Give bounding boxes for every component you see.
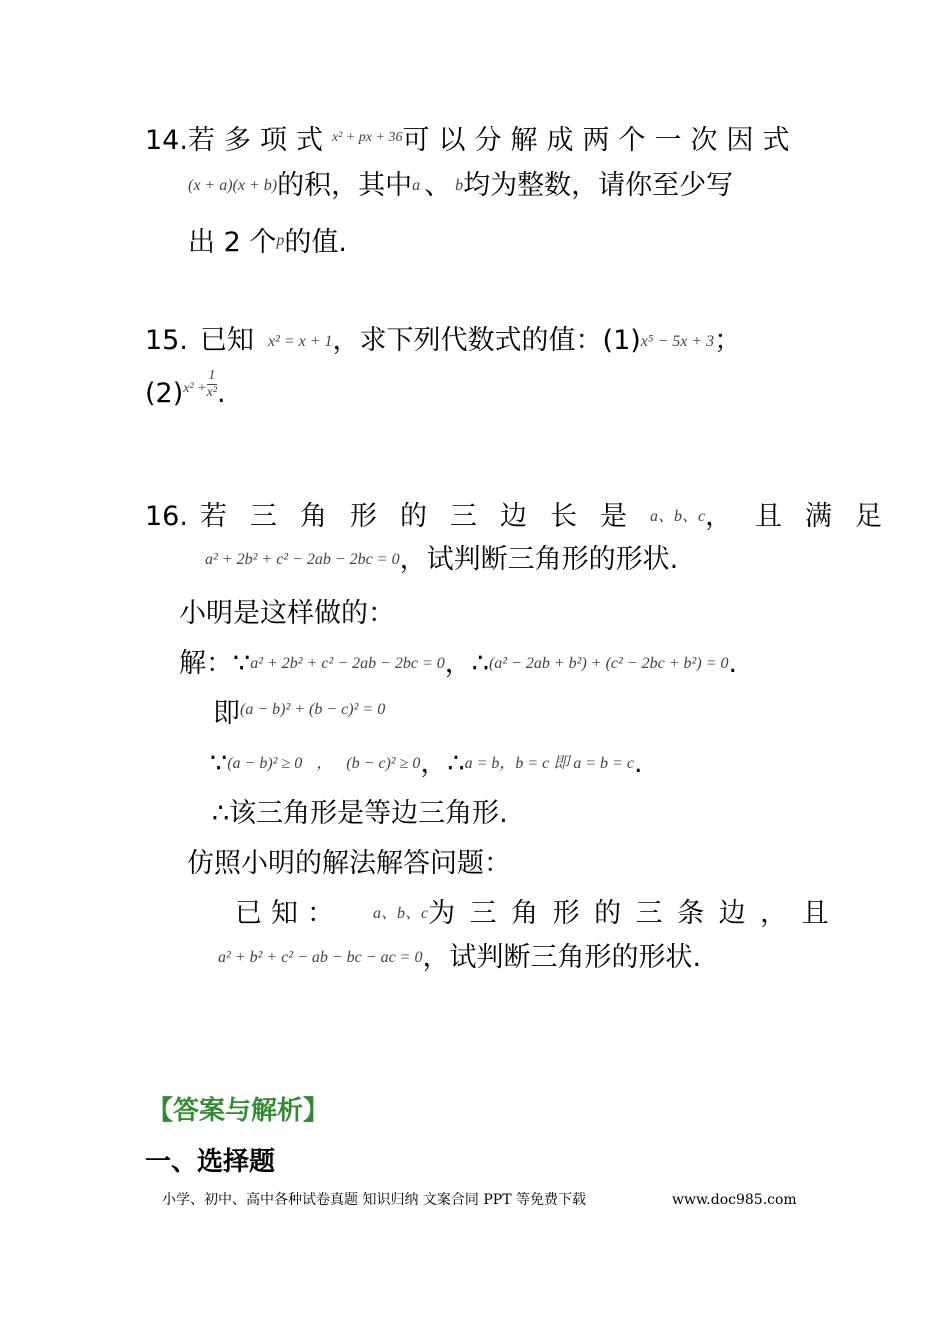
equality-dot: . bbox=[633, 748, 643, 779]
q16-text-c: ，试判断三角形的形状. bbox=[399, 544, 679, 575]
q15-expr-1: x⁵ − 5x + 3 bbox=[640, 333, 715, 350]
question-14-number: 14. bbox=[145, 125, 188, 156]
inequality-2: (b − c)² ≥ 0 bbox=[346, 755, 421, 772]
xiaoming-title: 小明是这样做的： bbox=[179, 598, 395, 629]
q14-text-c: 的积，其中 bbox=[277, 170, 413, 201]
question-16-line-1 bbox=[145, 503, 905, 530]
solution-line-2 bbox=[213, 700, 385, 727]
q15-text-a: 已知 bbox=[199, 325, 254, 356]
question-14-line-2 bbox=[188, 172, 733, 199]
equality-result: a = b，b = c 即 a = b = c bbox=[464, 755, 634, 772]
q14-text-g: 的值. bbox=[284, 227, 347, 258]
footer-text: 小学、初中、高中各种试卷真题 知识归纳 文案合同 PPT 等免费下载 bbox=[162, 1192, 586, 1208]
imitate-instruction: 仿照小明的解法解答问题： bbox=[187, 848, 511, 879]
solution-expr-2: (a² − 2ab + b²) + (c² − 2bc + b²) = 0 bbox=[488, 655, 729, 672]
q14-sep: 、 bbox=[424, 170, 452, 201]
solution-therefore: ，∴ bbox=[444, 648, 489, 679]
q15-given: x² = x + 1 bbox=[267, 333, 333, 350]
q15-text-c: ； bbox=[714, 325, 742, 356]
question-16-line-2 bbox=[205, 546, 678, 573]
q14-var-p: p bbox=[276, 232, 285, 249]
footer-site-link[interactable]: www.doc985.com bbox=[672, 1192, 797, 1208]
known-text: 为三角形的三条边，且 bbox=[428, 898, 844, 929]
q15-expr-2-main: x² + bbox=[183, 381, 207, 396]
section-heading: 一、选择题 bbox=[145, 1147, 276, 1177]
known-line-1 bbox=[235, 900, 843, 927]
question-15-line-1 bbox=[145, 327, 741, 354]
solution-conclusion: ∴该三角形是等边三角形. bbox=[212, 798, 508, 829]
q16-text-b: ，且满足 bbox=[705, 501, 906, 532]
q15-fraction-denominator: x² bbox=[206, 385, 218, 400]
q14-text-a: 若多项式 bbox=[187, 125, 332, 156]
answers-title: 【答案与解析】 bbox=[147, 1096, 330, 1126]
known-vars: a、b、c bbox=[373, 905, 429, 922]
known-question: ，试判断三角形的形状. bbox=[422, 942, 702, 973]
solution-lead: 解：∵ bbox=[179, 648, 251, 679]
solution-line-1 bbox=[179, 650, 737, 677]
q14-polynomial: x² + px + 36 bbox=[331, 130, 403, 145]
solution-expr-1: a² + 2b² + c² − 2ab − 2bc = 0 bbox=[250, 655, 445, 672]
q16-text-a: 若三角形的三边长是 bbox=[199, 501, 650, 532]
inequality-separator: ， bbox=[316, 755, 333, 772]
question-14-line-3 bbox=[188, 229, 347, 256]
known-label: 已知： bbox=[235, 898, 343, 929]
q14-var-b: b bbox=[455, 177, 464, 194]
solution-ji: 即 bbox=[213, 698, 240, 729]
because-symbol: ∵ bbox=[210, 748, 228, 779]
q15-text-d: (2) bbox=[145, 378, 184, 409]
q15-text-e: . bbox=[217, 378, 226, 409]
question-15-line-2 bbox=[145, 368, 226, 407]
q15-fraction-numerator: 1 bbox=[208, 368, 216, 383]
q14-text-b: 可以分解成两个一次因式 bbox=[402, 125, 799, 156]
question-16-number: 16. bbox=[145, 501, 188, 532]
known-line-2 bbox=[218, 944, 701, 971]
q15-fraction bbox=[207, 368, 217, 401]
solution-ji-expr: (a − b)² + (b − c)² = 0 bbox=[240, 701, 386, 718]
question-15-number: 15. bbox=[145, 325, 188, 356]
q14-factors: (x + a)(x + b) bbox=[188, 177, 278, 194]
known-condition: a² + b² + c² − ab − bc − ac = 0 bbox=[218, 949, 423, 966]
q15-text-b: ，求下列代数式的值：(1) bbox=[332, 325, 641, 356]
inequality-1: (a − b)² ≥ 0 bbox=[227, 755, 303, 772]
question-14-line-1 bbox=[145, 127, 798, 154]
q16-vars: a、b、c bbox=[649, 508, 706, 525]
therefore-symbol: ，∴ bbox=[420, 748, 465, 779]
q16-condition: a² + 2b² + c² − 2ab − 2bc = 0 bbox=[205, 551, 400, 568]
solution-line-3 bbox=[210, 750, 643, 777]
q14-var-a: a bbox=[412, 177, 421, 194]
q14-text-e: 均为整数，请你至少写 bbox=[463, 170, 734, 201]
solution-dot: . bbox=[728, 648, 738, 679]
q14-text-f: 出 2 个 bbox=[188, 227, 277, 258]
